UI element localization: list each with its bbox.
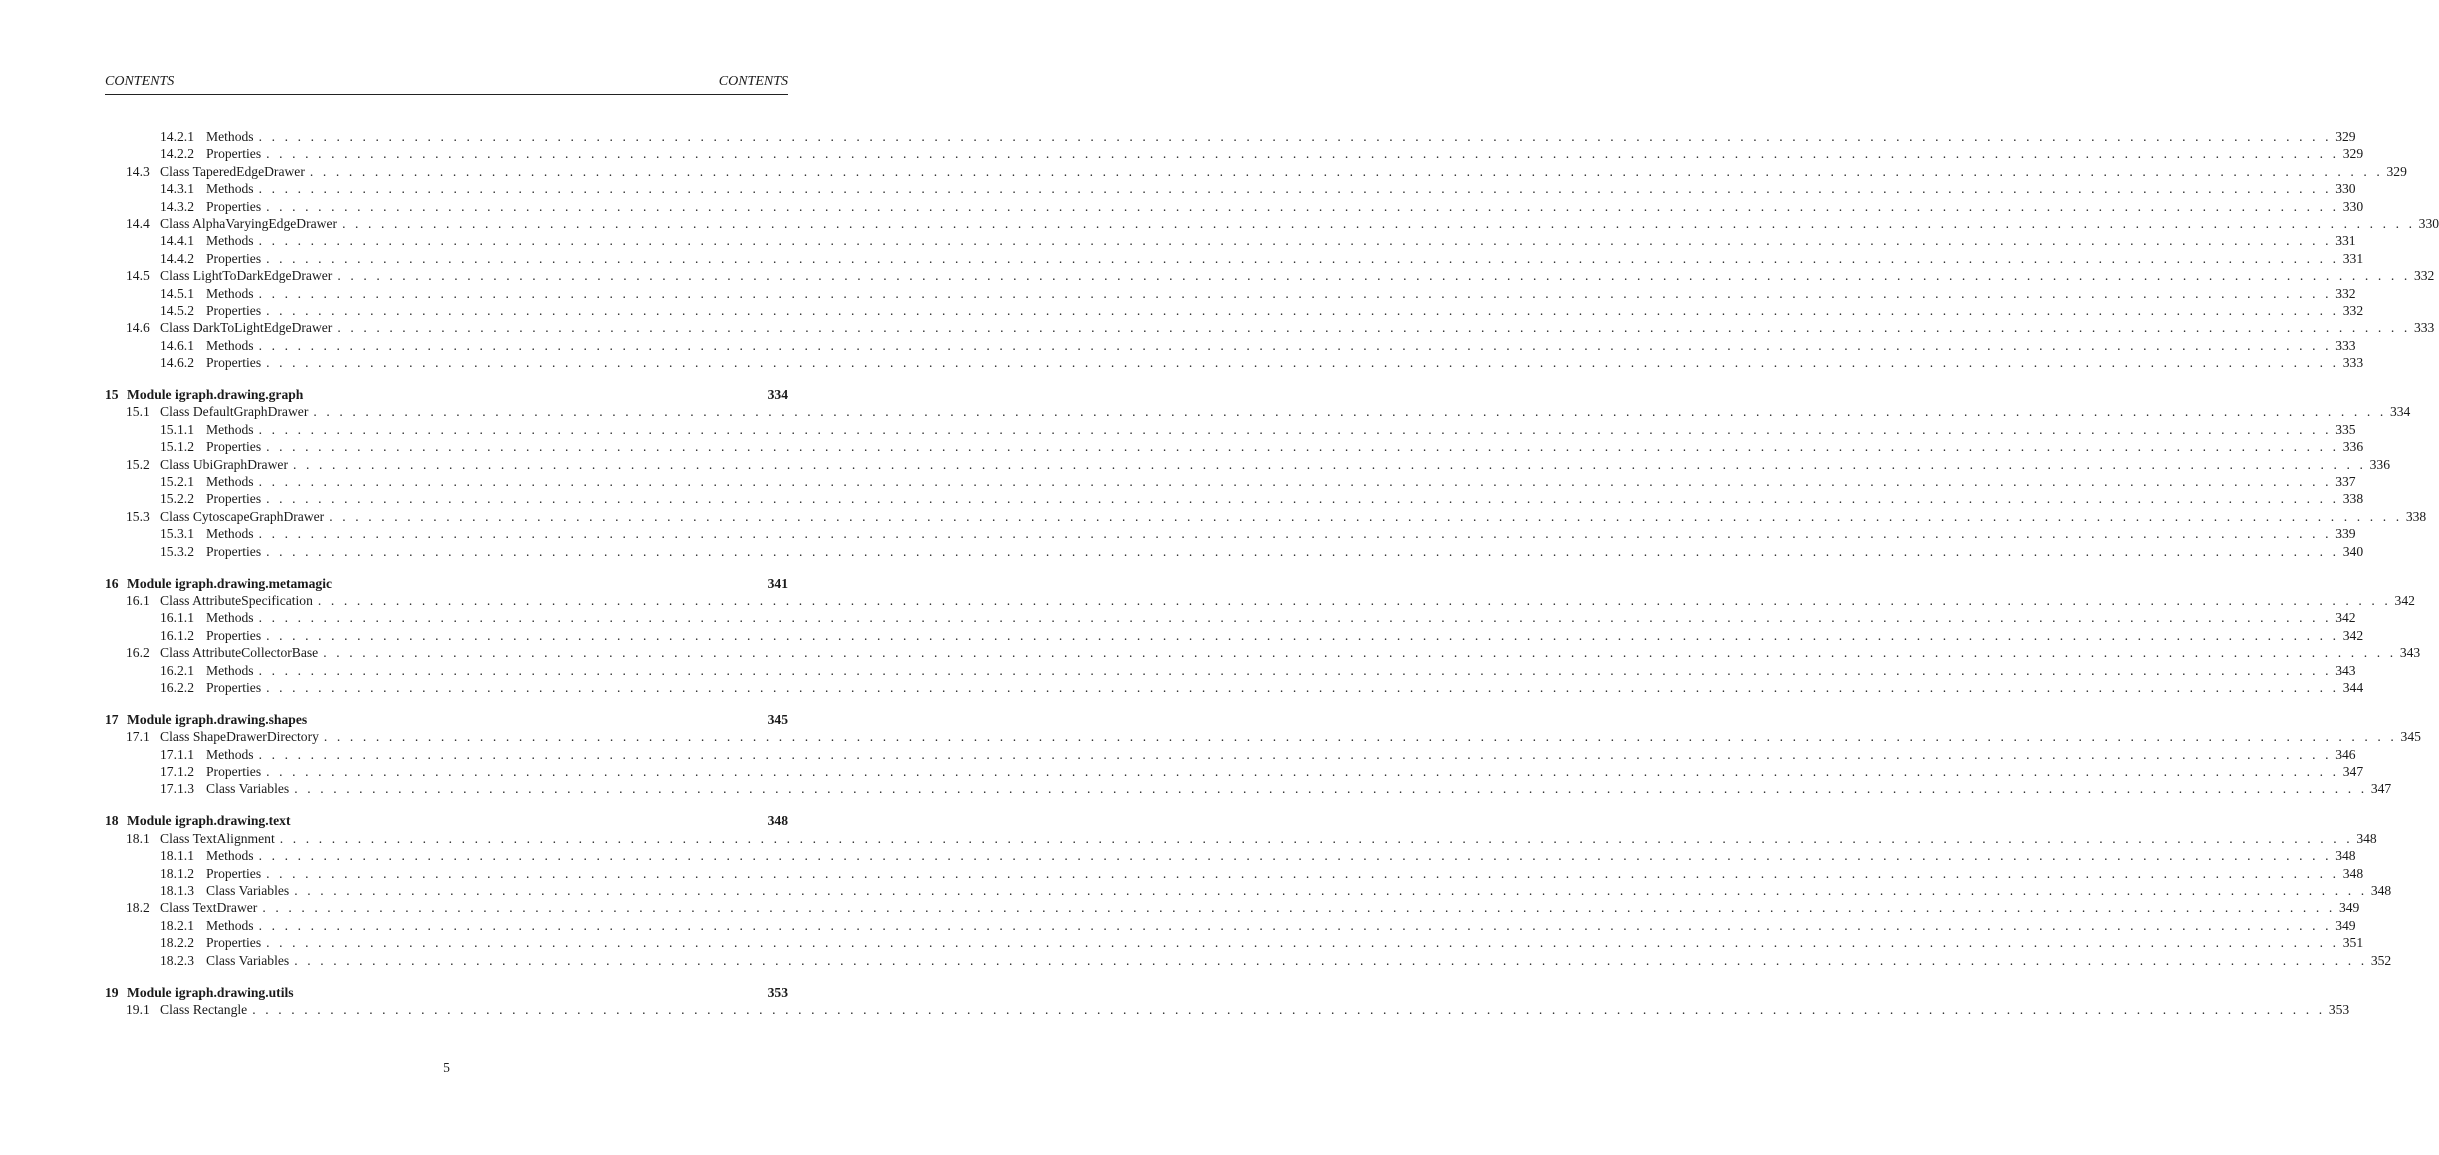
toc-subsection-entry[interactable]	[105, 934, 2364, 951]
toc-entry-number: 15.1.2	[160, 439, 194, 455]
toc-section-entry[interactable]	[105, 267, 2435, 284]
toc-entry-number: 16.1	[126, 592, 150, 608]
dot-leader: . . . . . . . . . . . . . . . . . . . . . . . . . . . . . . . . . . . . . . . . . . . . . . . . . . . . . . . . . . . . . . . . . . . . . . . . . . . . . . . . . . . . . . . . . . . . . . . . . . . . . . . . . . . . . . . . . . . . . . . . . . . . . . . . . . . . . . . . . . . . . . . . . . . . . . . . . . . . . . . .	[317, 592, 2391, 608]
dot-leader: . . . . . . . . . . . . . . . . . . . . . . . . . . . . . . . . . . . . . . . . . . . . . . . . . . . . . . . . . . . . . . . . . . . . . . . . . . . . . . . . . . . . . . . . . . . . . . . . . . . . . . . . . . . . . . . . . . . . . . . . . . . . . . . . . . . . . . . . . . . . . . . . . . . . . . . . . . . . . . . .	[258, 746, 2332, 762]
toc-entry-number: 17.1	[126, 729, 150, 745]
toc-entry-page: 332	[2335, 285, 2356, 301]
toc-subsection-entry[interactable]	[105, 917, 2356, 934]
dot-leader: . . . . . . . . . . . . . . . . . . . . . . . . . . . . . . . . . . . . . . . . . . . . . . . . . . . . . . . . . . . . . . . . . . . . . . . . . . . . . . . . . . . . . . . . . . . . . . . . . . . . . . . . . . . . . . . . . . . . . . . . . . . . . . . . . . . . . . . . . . . . . . . . . . . . . . . . . . . . . . . .	[258, 474, 2332, 490]
dot-leader: . . . . . . . . . . . . . . . . . . . . . . . . . . . . . . . . . . . . . . . . . . . . . . . . . . . . . . . . . . . . . . . . . . . . . . . . . . . . . . . . . . . . . . . . . . . . . . . . . . . . . . . . . . . . . . . . . . . . . . . . . . . . . . . . . . . . . . . . . . . . . . . . . . . . . . . . . . . . . . . .	[329, 508, 2403, 524]
toc-section-entry[interactable]	[105, 1001, 2350, 1018]
toc-entry-title: Properties	[206, 865, 262, 881]
toc-entry-page: 351	[2342, 935, 2364, 951]
toc-entry-page: 352	[2370, 952, 2392, 968]
toc-chapter-title: Module igraph.drawing.text	[127, 813, 291, 829]
dot-leader: . . . . . . . . . . . . . . . . . . . . . . . . . . . . . . . . . . . . . . . . . . . . . . . . . . . . . . . . . . . . . . . . . . . . . . . . . . . . . . . . . . . . . . . . . . . . . . . . . . . . . . . . . . . . . . . . . . . . . . . . . . . . . . . . . . . . . . . . . . . . . . . . . . . . . . . . . . . . . . . .	[266, 491, 2340, 507]
toc-entry-title: Class TaperedEdgeDrawer	[160, 163, 305, 179]
toc-subsection-entry[interactable]	[105, 780, 2392, 797]
toc-entry-number: 18.1	[126, 830, 150, 846]
toc-entry-title: Methods	[206, 746, 254, 762]
dot-leader: . . . . . . . . . . . . . . . . . . . . . . . . . . . . . . . . . . . . . . . . . . . . . . . . . . . . . . . . . . . . . . . . . . . . . . . . . . . . . . . . . . . . . . . . . . . . . . . . . . . . . . . . . . . . . . . . . . . . . . . . . . . . . . . . . . . . . . . . . . . . . . . . . . . . . . . . . . . . . . . .	[266, 935, 2340, 951]
dot-leader: . . . . . . . . . . . . . . . . . . . . . . . . . . . . . . . . . . . . . . . . . . . . . . . . . . . . . . . . . . . . . . . . . . . . . . . . . . . . . . . . . . . . . . . . . . . . . . . . . . . . . . . . . . . . . . . . . . . . . . . . . . . . . . . . . . . . . . . . . . . . . . . . . . . . . . . . . . . . . . . .	[292, 456, 2366, 472]
toc-subsection-entry[interactable]	[105, 609, 2356, 626]
toc-entry-number: 17.1.3	[160, 781, 194, 797]
toc-entry-page: 333	[2342, 355, 2364, 371]
dot-leader: . . . . . . . . . . . . . . . . . . . . . . . . . . . . . . . . . . . . . . . . . . . . . . . . . . . . . . . . . . . . . . . . . . . . . . . . . . . . . . . . . . . . . . . . . . . . . . . . . . . . . . . . . . . . . . . . . . . . . . . . . . . . . . . . . . . . . . . . . . . . . . . . . . . . . . . . . . . . . . . .	[279, 830, 2353, 846]
toc-entry-number: 14.5.1	[160, 285, 194, 301]
running-head-right: CONTENTS	[718, 74, 788, 89]
toc-entry-number: 14.3.1	[160, 181, 194, 197]
toc-entry-number: 15.1.1	[160, 421, 194, 437]
dot-leader: . . . . . . . . . . . . . . . . . . . . . . . . . . . . . . . . . . . . . . . . . . . . . . . . . . . . . . . . . . . . . . . . . . . . . . . . . . . . . . . . . . . . . . . . . . . . . . . . . . . . . . . . . . . . . . . . . . . . . . . . . . . . . . . . . . . . . . . . . . . . . . . . . . . . . . . . . . . . . . . .	[294, 952, 2368, 968]
toc-entry-number: 18.2.3	[160, 952, 194, 968]
toc-entry-title: Methods	[206, 129, 254, 144]
toc-chapter-title: Module igraph.drawing.graph	[127, 387, 304, 403]
toc-entry-number: 14.6.2	[160, 355, 194, 371]
toc-entry-page: 349	[2335, 917, 2356, 933]
toc-chapter-entry[interactable]	[105, 984, 788, 1001]
running-head-left: CONTENTS	[105, 74, 175, 89]
toc-subsection-entry[interactable]	[105, 627, 2364, 644]
dot-leader: . . . . . . . . . . . . . . . . . . . . . . . . . . . . . . . . . . . . . . . . . . . . . . . . . . . . . . . . . . . . . . . . . . . . . . . . . . . . . . . . . . . . . . . . . . . . . . . . . . . . . . . . . . . . . . . . . . . . . . . . . . . . . . . . . . . . . . . . . . . . . . . . . . . . . . . . . . . . . . . .	[337, 320, 2411, 336]
toc-entry-title: Methods	[206, 848, 254, 864]
toc-entry-number: 16.2	[126, 645, 150, 661]
toc-entry-title: Methods	[206, 662, 254, 678]
toc-entry-title: Class LightToDarkEdgeDrawer	[160, 268, 333, 284]
toc-chapter-page: 341	[767, 575, 788, 591]
toc-entry-page: 348	[2370, 883, 2392, 898]
toc-entry-title: Class Variables	[206, 883, 290, 898]
toc-entry-page: 333	[2413, 320, 2435, 336]
toc-entry-title: Properties	[206, 146, 262, 162]
toc-entry-title: Class TextDrawer	[160, 900, 258, 916]
dot-leader: . . . . . . . . . . . . . . . . . . . . . . . . . . . . . . . . . . . . . . . . . . . . . . . . . . . . . . . . . . . . . . . . . . . . . . . . . . . . . . . . . . . . . . . . . . . . . . . . . . . . . . . . . . . . . . . . . . . . . . . . . . . . . . . . . . . . . . . . . . . . . . . . . . . . . . . . . . . . . . . .	[258, 421, 2332, 437]
toc-entry-page: 353	[2328, 1001, 2350, 1017]
toc-entry-page: 339	[2335, 526, 2356, 542]
toc-entry-page: 345	[2400, 729, 2421, 745]
toc-entry-page: 330	[2342, 198, 2364, 214]
dot-leader: . . . . . . . . . . . . . . . . . . . . . . . . . . . . . . . . . . . . . . . . . . . . . . . . . . . . . . . . . . . . . . . . . . . . . . . . . . . . . . . . . . . . . . . . . . . . . . . . . . . . . . . . . . . . . . . . . . . . . . . . . . . . . . . . . . . . . . . . . . . . . . . . . . . . . . . . . . . . . . . .	[313, 404, 2387, 420]
toc-subsection-entry[interactable]	[105, 490, 2364, 507]
toc-entry-page: 348	[2335, 848, 2356, 864]
toc-subsection-entry[interactable]	[105, 865, 2364, 882]
toc-entry-number: 14.2.2	[160, 146, 194, 162]
toc-entry-title: Class Variables	[206, 781, 290, 797]
toc-entry-title: Properties	[206, 543, 262, 559]
toc-entry-number: 14.3	[126, 163, 150, 179]
toc-entry-number: 16.2.1	[160, 662, 194, 678]
dot-leader: . . . . . . . . . . . . . . . . . . . . . . . . . . . . . . . . . . . . . . . . . . . . . . . . . . . . . . . . . . . . . . . . . . . . . . . . . . . . . . . . . . . . . . . . . . . . . . . . . . . . . . . . . . . . . . . . . . . . . . . . . . . . . . . . . . . . . . . . . . . . . . . . . . . . . . . . . . . . . . . .	[323, 645, 2397, 661]
toc-entry-title: Class Variables	[206, 952, 290, 968]
toc-entry-title: Class Rectangle	[160, 1001, 248, 1017]
dot-leader: . . . . . . . . . . . . . . . . . . . . . . . . . . . . . . . . . . . . . . . . . . . . . . . . . . . . . . . . . . . . . . . . . . . . . . . . . . . . . . . . . . . . . . . . . . . . . . . . . . . . . . . . . . . . . . . . . . . . . . . . . . . . . . . . . . . . . . . . . . . . . . . . . . . . . . . . . . . . . . . .	[266, 250, 2340, 266]
dot-leader: . . . . . . . . . . . . . . . . . . . . . . . . . . . . . . . . . . . . . . . . . . . . . . . . . . . . . . . . . . . . . . . . . . . . . . . . . . . . . . . . . . . . . . . . . . . . . . . . . . . . . . . . . . . . . . . . . . . . . . . . . . . . . . . . . . . . . . . . . . . . . . . . . . . . . . . . . . . . . . . .	[258, 526, 2332, 542]
toc-entry-number: 18.2.2	[160, 935, 194, 951]
toc-chapter-title: Module igraph.drawing.metamagic	[127, 575, 333, 591]
toc-subsection-entry[interactable]	[105, 952, 2392, 969]
toc-subsection-entry[interactable]	[105, 847, 2356, 864]
toc-chapter-entry[interactable]	[105, 575, 788, 592]
toc-entry-number: 14.5	[126, 268, 150, 284]
toc-chapter-number: 19	[105, 984, 119, 1000]
dot-leader: . . . . . . . . . . . . . . . . . . . . . . . . . . . . . . . . . . . . . . . . . . . . . . . . . . . . . . . . . . . . . . . . . . . . . . . . . . . . . . . . . . . . . . . . . . . . . . . . . . . . . . . . . . . . . . . . . . . . . . . . . . . . . . . . . . . . . . . . . . . . . . . . . . . . . . . . . . . . . . . .	[266, 355, 2340, 371]
dot-leader: . . . . . . . . . . . . . . . . . . . . . . . . . . . . . . . . . . . . . . . . . . . . . . . . . . . . . . . . . . . . . . . . . . . . . . . . . . . . . . . . . . . . . . . . . . . . . . . . . . . . . . . . . . . . . . . . . . . . . . . . . . . . . . . . . . . . . . . . . . . . . . . . . . . . . . . . . . . . . . . .	[258, 129, 2332, 144]
toc-entry-page: 332	[2342, 302, 2364, 318]
toc-entry-title: Methods	[206, 337, 254, 353]
toc-subsection-entry[interactable]	[105, 180, 2356, 197]
dot-leader: . . . . . . . . . . . . . . . . . . . . . . . . . . . . . . . . . . . . . . . . . . . . . . . . . . . . . . . . . . . . . . . . . . . . . . . . . . . . . . . . . . . . . . . . . . . . . . . . . . . . . . . . . . . . . . . . . . . . . . . . . . . . . . . . . . . . . . . . . . . . . . . . . . . . . . . . . . . . . . . .	[258, 917, 2332, 933]
toc-entry-page: 349	[2338, 900, 2360, 916]
toc-section-entry[interactable]	[105, 644, 2421, 661]
toc-subsection-entry[interactable]	[105, 302, 2364, 319]
toc-subsection-entry[interactable]	[105, 662, 2356, 679]
toc-entry-number: 15.3	[126, 508, 150, 524]
toc-entry-page: 330	[2418, 215, 2439, 231]
toc-entry-number: 14.2.1	[160, 129, 194, 144]
toc-entry-title: Methods	[206, 181, 254, 197]
toc-entry-number: 17.1.2	[160, 764, 194, 780]
toc-entry-page: 338	[2405, 508, 2427, 524]
toc-subsection-entry[interactable]	[105, 232, 2356, 249]
toc-entry-title: Class TextAlignment	[160, 830, 275, 846]
toc-entry-title: Properties	[206, 935, 262, 951]
toc-chapter-title: Module igraph.drawing.shapes	[127, 711, 308, 727]
toc-subsection-entry[interactable]	[105, 250, 2364, 267]
toc-entry-number: 14.5.2	[160, 302, 194, 318]
toc-entry-title: Properties	[206, 627, 262, 643]
toc-subsection-entry[interactable]	[105, 354, 2364, 371]
toc-entry-page: 342	[2342, 627, 2364, 643]
toc-entry-page: 329	[2335, 129, 2356, 144]
toc-entry-page: 333	[2335, 337, 2356, 353]
toc-entry-number: 15.3.1	[160, 526, 194, 542]
dot-leader: . . . . . . . . . . . . . . . . . . . . . . . . . . . . . . . . . . . . . . . . . . . . . . . . . . . . . . . . . . . . . . . . . . . . . . . . . . . . . . . . . . . . . . . . . . . . . . . . . . . . . . . . . . . . . . . . . . . . . . . . . . . . . . . . . . . . . . . . . . . . . . . . . . . . . . . . . . . . . . . .	[258, 181, 2332, 197]
toc-section-entry[interactable]	[105, 728, 2421, 745]
dot-leader: . . . . . . . . . . . . . . . . . . . . . . . . . . . . . . . . . . . . . . . . . . . . . . . . . . . . . . . . . . . . . . . . . . . . . . . . . . . . . . . . . . . . . . . . . . . . . . . . . . . . . . . . . . . . . . . . . . . . . . . . . . . . . . . . . . . . . . . . . . . . . . . . . . . . . . . . . . . . . . . .	[266, 302, 2340, 318]
toc-section-entry[interactable]	[105, 508, 2427, 525]
toc-section-entry[interactable]	[105, 456, 2390, 473]
toc-entry-page: 336	[2342, 439, 2364, 455]
toc-entry-number: 15.2	[126, 456, 150, 472]
dot-leader: . . . . . . . . . . . . . . . . . . . . . . . . . . . . . . . . . . . . . . . . . . . . . . . . . . . . . . . . . . . . . . . . . . . . . . . . . . . . . . . . . . . . . . . . . . . . . . . . . . . . . . . . . . . . . . . . . . . . . . . . . . . . . . . . . . . . . . . . . . . . . . . . . . . . . . . . . . . . . . . .	[266, 627, 2340, 643]
toc-section-entry[interactable]	[105, 403, 2411, 420]
toc-entry-title: Properties	[206, 355, 262, 371]
toc-entry-title: Methods	[206, 610, 254, 626]
toc-entry-number: 14.6.1	[160, 337, 194, 353]
dot-leader: . . . . . . . . . . . . . . . . . . . . . . . . . . . . . . . . . . . . . . . . . . . . . . . . . . . . . . . . . . . . . . . . . . . . . . . . . . . . . . . . . . . . . . . . . . . . . . . . . . . . . . . . . . . . . . . . . . . . . . . . . . . . . . . . . . . . . . . . . . . . . . . . . . . . . . . . . . . . . . . .	[258, 848, 2332, 864]
toc-entry-title: Class ShapeDrawerDirectory	[160, 729, 319, 745]
toc-entry-number: 14.4.2	[160, 250, 194, 266]
toc-chapter-page: 345	[767, 711, 788, 727]
toc-entry-page: 336	[2369, 456, 2390, 472]
dot-leader: . . . . . . . . . . . . . . . . . . . . . . . . . . . . . . . . . . . . . . . . . . . . . . . . . . . . . . . . . . . . . . . . . . . . . . . . . . . . . . . . . . . . . . . . . . . . . . . . . . . . . . . . . . . . . . . . . . . . . . . . . . . . . . . . . . . . . . . . . . . . . . . . . . . . . . . . . . . . . . . .	[309, 163, 2383, 179]
toc-subsection-entry[interactable]	[105, 763, 2364, 780]
toc-entry-title: Properties	[206, 250, 262, 266]
toc-entry-title: Properties	[206, 764, 262, 780]
toc-entry-page: 335	[2335, 421, 2356, 437]
toc-entry-number: 18.1.2	[160, 865, 194, 881]
toc-entry-page: 348	[2342, 865, 2364, 881]
toc-subsection-entry[interactable]	[105, 543, 2364, 560]
toc-entry-page: 331	[2335, 233, 2356, 249]
toc-entry-page: 342	[2394, 592, 2415, 608]
toc-entry-page: 329	[2386, 163, 2407, 179]
toc-entry-page: 330	[2335, 181, 2356, 197]
toc-entry-number: 18.2.1	[160, 917, 194, 933]
toc-section-entry[interactable]	[105, 319, 2435, 336]
toc-chapter-page: 334	[767, 387, 788, 403]
toc-chapter-entry[interactable]	[105, 711, 788, 728]
toc-entry-number: 15.1	[126, 404, 150, 420]
toc-entry-number: 17.1.1	[160, 746, 194, 762]
dot-leader: . . . . . . . . . . . . . . . . . . . . . . . . . . . . . . . . . . . . . . . . . . . . . . . . . . . . . . . . . . . . . . . . . . . . . . . . . . . . . . . . . . . . . . . . . . . . . . . . . . . . . . . . . . . . . . . . . . . . . . . . . . . . . . . . . . . . . . . . . . . . . . . . . . . . . . . . . . . . . . . .	[266, 439, 2340, 455]
running-head	[105, 74, 788, 95]
toc-subsection-entry[interactable]	[105, 128, 2356, 145]
toc-chapter-number: 17	[105, 711, 119, 727]
dot-leader: . . . . . . . . . . . . . . . . . . . . . . . . . . . . . . . . . . . . . . . . . . . . . . . . . . . . . . . . . . . . . . . . . . . . . . . . . . . . . . . . . . . . . . . . . . . . . . . . . . . . . . . . . . . . . . . . . . . . . . . . . . . . . . . . . . . . . . . . . . . . . . . . . . . . . . . . . . . . . . . .	[342, 215, 2416, 231]
dot-leader: . . . . . . . . . . . . . . . . . . . . . . . . . . . . . . . . . . . . . . . . . . . . . . . . . . . . . . . . . . . . . . . . . . . . . . . . . . . . . . . . . . . . . . . . . . . . . . . . . . . . . . . . . . . . . . . . . . . . . . . . . . . . . . . . . . . . . . . . . . . . . . . . . . . . . . . . . . . . . . . .	[258, 285, 2332, 301]
toc-entry-page: 342	[2335, 610, 2356, 626]
dot-leader: . . . . . . . . . . . . . . . . . . . . . . . . . . . . . . . . . . . . . . . . . . . . . . . . . . . . . . . . . . . . . . . . . . . . . . . . . . . . . . . . . . . . . . . . . . . . . . . . . . . . . . . . . . . . . . . . . . . . . . . . . . . . . . . . . . . . . . . . . . . . . . . . . . . . . . . . . . . . . . . .	[262, 900, 2336, 916]
toc-entry-page: 334	[2389, 404, 2411, 420]
toc-chapter-number: 16	[105, 575, 119, 591]
toc-entry-title: Class AttributeCollectorBase	[160, 645, 319, 661]
toc-entry-title: Class AlphaVaryingEdgeDrawer	[160, 215, 338, 231]
toc-subsection-entry[interactable]	[105, 473, 2356, 490]
toc-section-entry[interactable]	[105, 830, 2377, 847]
toc-entry-title: Methods	[206, 526, 254, 542]
toc-entry-title: Properties	[206, 491, 262, 507]
dot-leader: . . . . . . . . . . . . . . . . . . . . . . . . . . . . . . . . . . . . . . . . . . . . . . . . . . . . . . . . . . . . . . . . . . . . . . . . . . . . . . . . . . . . . . . . . . . . . . . . . . . . . . . . . . . . . . . . . . . . . . . . . . . . . . . . . . . . . . . . . . . . . . . . . . . . . . . . . . . . . . . .	[266, 865, 2340, 881]
toc-entry-title: Properties	[206, 198, 262, 214]
dot-leader: . . . . . . . . . . . . . . . . . . . . . . . . . . . . . . . . . . . . . . . . . . . . . . . . . . . . . . . . . . . . . . . . . . . . . . . . . . . . . . . . . . . . . . . . . . . . . . . . . . . . . . . . . . . . . . . . . . . . . . . . . . . . . . . . . . . . . . . . . . . . . . . . . . . . . . . . . . . . . . . .	[266, 198, 2340, 214]
toc-section-entry[interactable]	[105, 899, 2360, 916]
toc-subsection-entry[interactable]	[105, 198, 2364, 215]
toc-chapter-page: 348	[767, 813, 788, 829]
toc-entry-page: 347	[2370, 781, 2392, 797]
toc-chapter-entry[interactable]	[105, 386, 788, 403]
toc-entry-title: Class AttributeSpecification	[160, 592, 313, 608]
toc-chapter-number: 15	[105, 387, 119, 403]
toc-entry-page: 331	[2342, 250, 2364, 266]
toc-entry-number: 14.3.2	[160, 198, 194, 214]
toc-section-entry[interactable]	[105, 215, 2439, 232]
toc-subsection-entry[interactable]	[105, 438, 2364, 455]
toc-entry-page: 337	[2335, 474, 2356, 490]
dot-leader: . . . . . . . . . . . . . . . . . . . . . . . . . . . . . . . . . . . . . . . . . . . . . . . . . . . . . . . . . . . . . . . . . . . . . . . . . . . . . . . . . . . . . . . . . . . . . . . . . . . . . . . . . . . . . . . . . . . . . . . . . . . . . . . . . . . . . . . . . . . . . . . . . . . . . . . . . . . . . . . .	[266, 764, 2340, 780]
toc-entry-page: 346	[2335, 746, 2356, 762]
toc-subsection-entry[interactable]	[105, 679, 2364, 696]
toc-entry-title: Methods	[206, 421, 254, 437]
toc-subsection-entry[interactable]	[105, 525, 2356, 542]
toc-entry-title: Properties	[206, 439, 262, 455]
dot-leader: . . . . . . . . . . . . . . . . . . . . . . . . . . . . . . . . . . . . . . . . . . . . . . . . . . . . . . . . . . . . . . . . . . . . . . . . . . . . . . . . . . . . . . . . . . . . . . . . . . . . . . . . . . . . . . . . . . . . . . . . . . . . . . . . . . . . . . . . . . . . . . . . . . . . . . . . . . . . . . . .	[258, 337, 2332, 353]
toc-entry-title: Properties	[206, 302, 262, 318]
toc-entry-title: Properties	[206, 679, 262, 695]
toc-entry-number: 14.6	[126, 320, 150, 336]
toc-entry-number: 18.1.3	[160, 883, 194, 898]
toc-entry-number: 15.2.1	[160, 474, 194, 490]
toc-entry-page: 343	[2399, 645, 2421, 661]
toc-entry-page: 338	[2342, 491, 2364, 507]
toc-entry-number: 14.4.1	[160, 233, 194, 249]
page-number: 5	[443, 1060, 450, 1075]
toc-subsection-entry[interactable]	[105, 285, 2356, 302]
dot-leader: . . . . . . . . . . . . . . . . . . . . . . . . . . . . . . . . . . . . . . . . . . . . . . . . . . . . . . . . . . . . . . . . . . . . . . . . . . . . . . . . . . . . . . . . . . . . . . . . . . . . . . . . . . . . . . . . . . . . . . . . . . . . . . . . . . . . . . . . . . . . . . . . . . . . . . . . . . . . . . . .	[266, 146, 2340, 162]
toc-entry-number: 15.2.2	[160, 491, 194, 507]
toc-entry-page: 347	[2342, 764, 2364, 780]
toc-subsection-entry[interactable]	[105, 421, 2356, 438]
toc-subsection-entry[interactable]	[105, 882, 2392, 899]
toc-entry-title: Methods	[206, 233, 254, 249]
toc-entry-title: Methods	[206, 474, 254, 490]
toc-entry-title: Class DarkToLightEdgeDrawer	[160, 320, 333, 336]
toc-chapter-entry[interactable]	[105, 812, 788, 829]
toc-entry-number: 18.1.1	[160, 848, 194, 864]
toc-entry-number: 16.1.2	[160, 627, 194, 643]
toc-entry-number: 18.2	[126, 900, 150, 916]
toc-entry-page: 332	[2413, 268, 2435, 284]
toc-entry-number: 15.3.2	[160, 543, 194, 559]
toc-entry-title: Class DefaultGraphDrawer	[160, 404, 309, 420]
dot-leader: . . . . . . . . . . . . . . . . . . . . . . . . . . . . . . . . . . . . . . . . . . . . . . . . . . . . . . . . . . . . . . . . . . . . . . . . . . . . . . . . . . . . . . . . . . . . . . . . . . . . . . . . . . . . . . . . . . . . . . . . . . . . . . . . . . . . . . . . . . . . . . . . . . . . . . . . . . . . . . . .	[337, 268, 2411, 284]
toc-entry-page: 343	[2335, 662, 2356, 678]
dot-leader: . . . . . . . . . . . . . . . . . . . . . . . . . . . . . . . . . . . . . . . . . . . . . . . . . . . . . . . . . . . . . . . . . . . . . . . . . . . . . . . . . . . . . . . . . . . . . . . . . . . . . . . . . . . . . . . . . . . . . . . . . . . . . . . . . . . . . . . . . . . . . . . . . . . . . . . . . . . . . . . .	[258, 233, 2332, 249]
toc-chapter-page: 353	[767, 984, 788, 1000]
toc-subsection-entry[interactable]	[105, 145, 2364, 162]
toc-entry-number: 19.1	[126, 1001, 150, 1017]
toc-entry-page: 340	[2342, 543, 2364, 559]
toc-entry-page: 344	[2342, 679, 2364, 695]
toc-subsection-entry[interactable]	[105, 746, 2356, 763]
dot-leader: . . . . . . . . . . . . . . . . . . . . . . . . . . . . . . . . . . . . . . . . . . . . . . . . . . . . . . . . . . . . . . . . . . . . . . . . . . . . . . . . . . . . . . . . . . . . . . . . . . . . . . . . . . . . . . . . . . . . . . . . . . . . . . . . . . . . . . . . . . . . . . . . . . . . . . . . . . . . . . . .	[252, 1001, 2326, 1017]
toc-entry-page: 329	[2342, 146, 2364, 162]
toc-chapter-title: Module igraph.drawing.utils	[127, 984, 294, 1000]
toc-entry-number: 14.4	[126, 215, 150, 231]
dot-leader: . . . . . . . . . . . . . . . . . . . . . . . . . . . . . . . . . . . . . . . . . . . . . . . . . . . . . . . . . . . . . . . . . . . . . . . . . . . . . . . . . . . . . . . . . . . . . . . . . . . . . . . . . . . . . . . . . . . . . . . . . . . . . . . . . . . . . . . . . . . . . . . . . . . . . . . . . . . . . . . .	[294, 781, 2368, 797]
toc-entry-title: Methods	[206, 917, 254, 933]
toc-entry-page: 348	[2356, 830, 2377, 846]
toc-subsection-entry[interactable]	[105, 337, 2356, 354]
toc-entry-number: 16.1.1	[160, 610, 194, 626]
dot-leader: . . . . . . . . . . . . . . . . . . . . . . . . . . . . . . . . . . . . . . . . . . . . . . . . . . . . . . . . . . . . . . . . . . . . . . . . . . . . . . . . . . . . . . . . . . . . . . . . . . . . . . . . . . . . . . . . . . . . . . . . . . . . . . . . . . . . . . . . . . . . . . . . . . . . . . . . . . . . . . . .	[258, 662, 2332, 678]
dot-leader: . . . . . . . . . . . . . . . . . . . . . . . . . . . . . . . . . . . . . . . . . . . . . . . . . . . . . . . . . . . . . . . . . . . . . . . . . . . . . . . . . . . . . . . . . . . . . . . . . . . . . . . . . . . . . . . . . . . . . . . . . . . . . . . . . . . . . . . . . . . . . . . . . . . . . . . . . . . . . . . .	[294, 883, 2368, 898]
toc-entry-title: Methods	[206, 285, 254, 301]
table-of-contents	[105, 128, 2439, 1018]
dot-leader: . . . . . . . . . . . . . . . . . . . . . . . . . . . . . . . . . . . . . . . . . . . . . . . . . . . . . . . . . . . . . . . . . . . . . . . . . . . . . . . . . . . . . . . . . . . . . . . . . . . . . . . . . . . . . . . . . . . . . . . . . . . . . . . . . . . . . . . . . . . . . . . . . . . . . . . . . . . . . . . .	[266, 543, 2340, 559]
toc-section-entry[interactable]	[105, 592, 2415, 609]
toc-entry-number: 16.2.2	[160, 679, 194, 695]
toc-entry-title: Class CytoscapeGraphDrawer	[160, 508, 325, 524]
dot-leader: . . . . . . . . . . . . . . . . . . . . . . . . . . . . . . . . . . . . . . . . . . . . . . . . . . . . . . . . . . . . . . . . . . . . . . . . . . . . . . . . . . . . . . . . . . . . . . . . . . . . . . . . . . . . . . . . . . . . . . . . . . . . . . . . . . . . . . . . . . . . . . . . . . . . . . . . . . . . . . . .	[258, 610, 2332, 626]
toc-section-entry[interactable]	[105, 163, 2407, 180]
dot-leader: . . . . . . . . . . . . . . . . . . . . . . . . . . . . . . . . . . . . . . . . . . . . . . . . . . . . . . . . . . . . . . . . . . . . . . . . . . . . . . . . . . . . . . . . . . . . . . . . . . . . . . . . . . . . . . . . . . . . . . . . . . . . . . . . . . . . . . . . . . . . . . . . . . . . . . . . . . . . . . . .	[266, 679, 2340, 695]
toc-chapter-number: 18	[105, 813, 119, 829]
toc-entry-title: Class UbiGraphDrawer	[160, 456, 288, 472]
dot-leader: . . . . . . . . . . . . . . . . . . . . . . . . . . . . . . . . . . . . . . . . . . . . . . . . . . . . . . . . . . . . . . . . . . . . . . . . . . . . . . . . . . . . . . . . . . . . . . . . . . . . . . . . . . . . . . . . . . . . . . . . . . . . . . . . . . . . . . . . . . . . . . . . . . . . . . . . . . . . . . . .	[323, 729, 2397, 745]
